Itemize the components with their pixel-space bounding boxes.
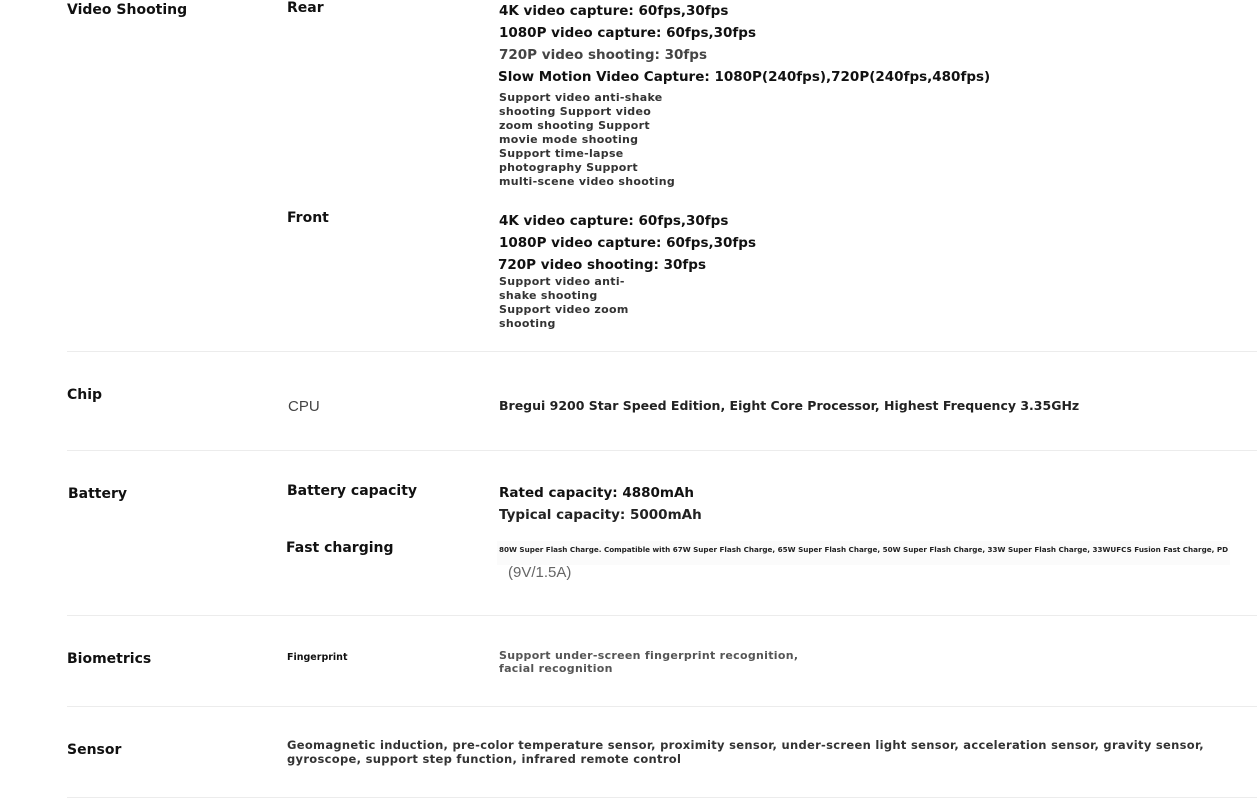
front-video-details [499, 275, 629, 331]
sensor-values [287, 738, 1204, 766]
section-divider [67, 351, 1257, 352]
front-spec-line: 4K video capture: 60fps,30fps [499, 213, 729, 229]
rear-detail-line: Support time-lapse [499, 147, 624, 160]
rear-detail-line: zoom shooting Support [499, 119, 650, 132]
front-detail-line: shake shooting [499, 289, 598, 302]
biometrics-values [499, 649, 798, 675]
front-detail-line: shooting [499, 317, 556, 330]
category-video-shooting: Video Shooting [67, 2, 188, 18]
row-label-fast-charging: Fast charging [286, 540, 394, 556]
section-divider [67, 797, 1257, 798]
category-battery: Battery [68, 486, 128, 502]
rear-detail-line: Support video anti-shake [499, 91, 663, 104]
category-biometrics: Biometrics [67, 651, 152, 667]
cpu-value: Bregui 9200 Star Speed Edition, Eight Core Processor, Highest Frequency 3.35GHz [499, 398, 1080, 413]
rear-video-specs [499, 0, 990, 88]
row-label-front: Front [287, 210, 329, 226]
rear-video-details [499, 91, 675, 189]
section-divider [67, 615, 1257, 616]
section-divider [67, 706, 1257, 707]
rear-spec-line: Slow Motion Video Capture: 1080P(240fps),720P(240fps,480fps) [498, 69, 991, 85]
capacity-line: Typical capacity: 5000mAh [499, 507, 702, 523]
biometrics-line: Support under-screen fingerprint recognition, [499, 649, 799, 662]
sensor-line: gyroscope, support step function, infrared remote control [287, 752, 682, 766]
sensor-line: Geomagnetic induction, pre-color temperature sensor, proximity sensor, under-screen light sensor, acceleration sensor, gravity sensor, [287, 738, 1204, 752]
front-video-specs [499, 210, 756, 276]
front-spec-line: 1080P video capture: 60fps,30fps [499, 235, 756, 251]
row-label-rear: Rear [287, 0, 324, 16]
row-label-cpu: CPU [288, 398, 320, 415]
battery-capacity-values [499, 482, 702, 526]
capacity-line: Rated capacity: 4880mAh [499, 485, 695, 501]
rear-spec-line: 1080P video capture: 60fps,30fps [499, 25, 756, 41]
front-detail-line: Support video anti- [499, 275, 625, 288]
rear-spec-line: 720P video shooting: 30fps [499, 47, 708, 63]
row-label-fingerprint: Fingerprint [287, 652, 348, 663]
section-divider [67, 450, 1257, 451]
rear-detail-line: multi-scene video shooting [499, 175, 675, 188]
rear-detail-line: movie mode shooting [499, 133, 639, 146]
front-spec-line: 720P video shooting: 30fps [498, 257, 707, 273]
category-sensor: Sensor [67, 742, 122, 758]
rear-detail-line: photography Support [499, 161, 638, 174]
fast-charging-value: 80W Super Flash Charge. Compatible with 67W Super Flash Charge, 65W Super Flash Charge, 50W Super Flash Charge, 33W Super Flash Charge, 33WUFCS Fusion Fast Charge, PD [499, 545, 1229, 554]
biometrics-line: facial recognition [499, 662, 613, 675]
fast-charging-pd-spec: (9V/1.5A) [508, 564, 572, 581]
category-chip: Chip [67, 387, 103, 403]
rear-detail-line: shooting Support video [499, 105, 652, 118]
row-label-battery-capacity: Battery capacity [287, 483, 418, 499]
rear-spec-line: 4K video capture: 60fps,30fps [499, 3, 729, 19]
front-detail-line: Support video zoom [499, 303, 629, 316]
